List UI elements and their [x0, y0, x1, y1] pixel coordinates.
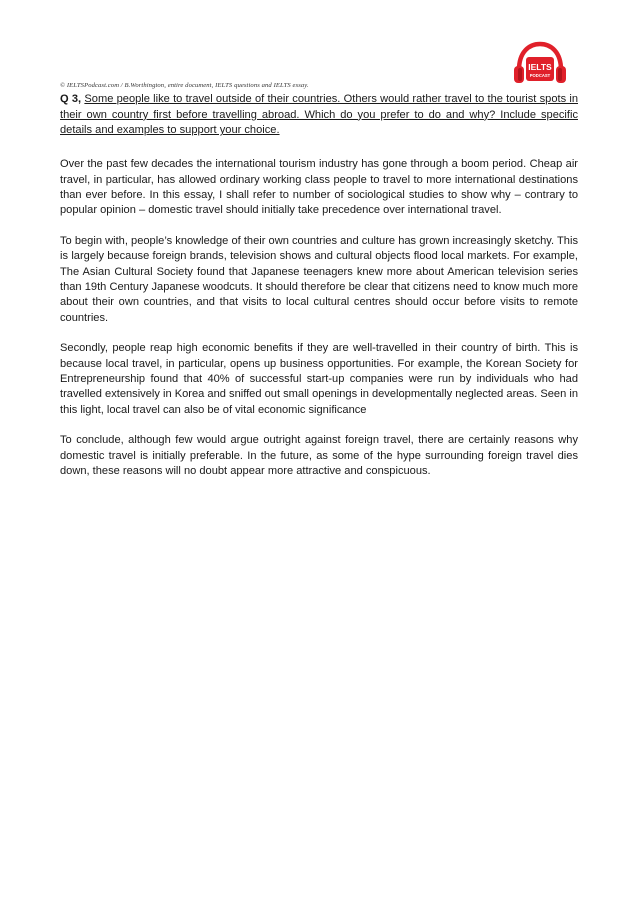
headphones-logo-icon	[509, 40, 571, 90]
essay-paragraph-conclusion: To conclude, although few would argue outright against foreign travel, there are certainly reasons why domestic travel is initially preferable. In the future, as some of the hype surrounding foreign travel dies down, these reasons will no doubt appear more attractive and conspicuous.	[60, 434, 578, 478]
logo-text-podcast: PODCAST	[529, 73, 551, 78]
essay-paragraph-body-1: To begin with, people’s knowledge of their own countries and culture has grown increasingly sketchy. This is largely because foreign brands, television shows and cultural objects flood local markets. For example, The Asian Cultural Society found that Japanese teenagers knew more about American television series than 19th Century Japanese woodcuts. It should therefore be clear that citizens need to know much more about their own countries, and that visits to local cultural centres should occur before visits to remote countries.	[60, 234, 578, 324]
essay-paragraph-body-2: Secondly, people reap high economic benefits if they are well-travelled in their country of birth. This is because local travel, in particular, opens up business opportunities. For example, the Korean Society for Entrepreneurship found that 40% of successful start-up companies were run by individuals who had travelled extensively in Korea and sniffed out small openings in developmentally neglected areas. Seen in this light, local travel can also be of vital economic significance	[60, 342, 578, 416]
question-block	[60, 92, 578, 139]
copyright-notice: © IELTSPodcast.com / B.Worthington, entire document, IELTS questions and IELTS essay.	[60, 82, 309, 89]
essay-content	[60, 92, 578, 494]
question-number: Q 3,	[60, 93, 82, 105]
essay-paragraph-introduction: Over the past few decades the international tourism industry has gone through a boom period. Cheap air travel, in particular, has allowed ordinary working class people to travel to more international destinations than ever before. In this essay, I shall refer to number of sociological studies to show why – contrary to popular opinion – domestic travel should initially take precedence over international travel.	[60, 158, 578, 217]
logo-text-ielts: IELTS	[528, 62, 552, 72]
question-text: Some people like to travel outside of their countries. Others would rather travel to the tourist spots in their own country first before travelling abroad. Which do you prefer to do and why? Include specific details and examples to support your choice.	[60, 93, 578, 137]
